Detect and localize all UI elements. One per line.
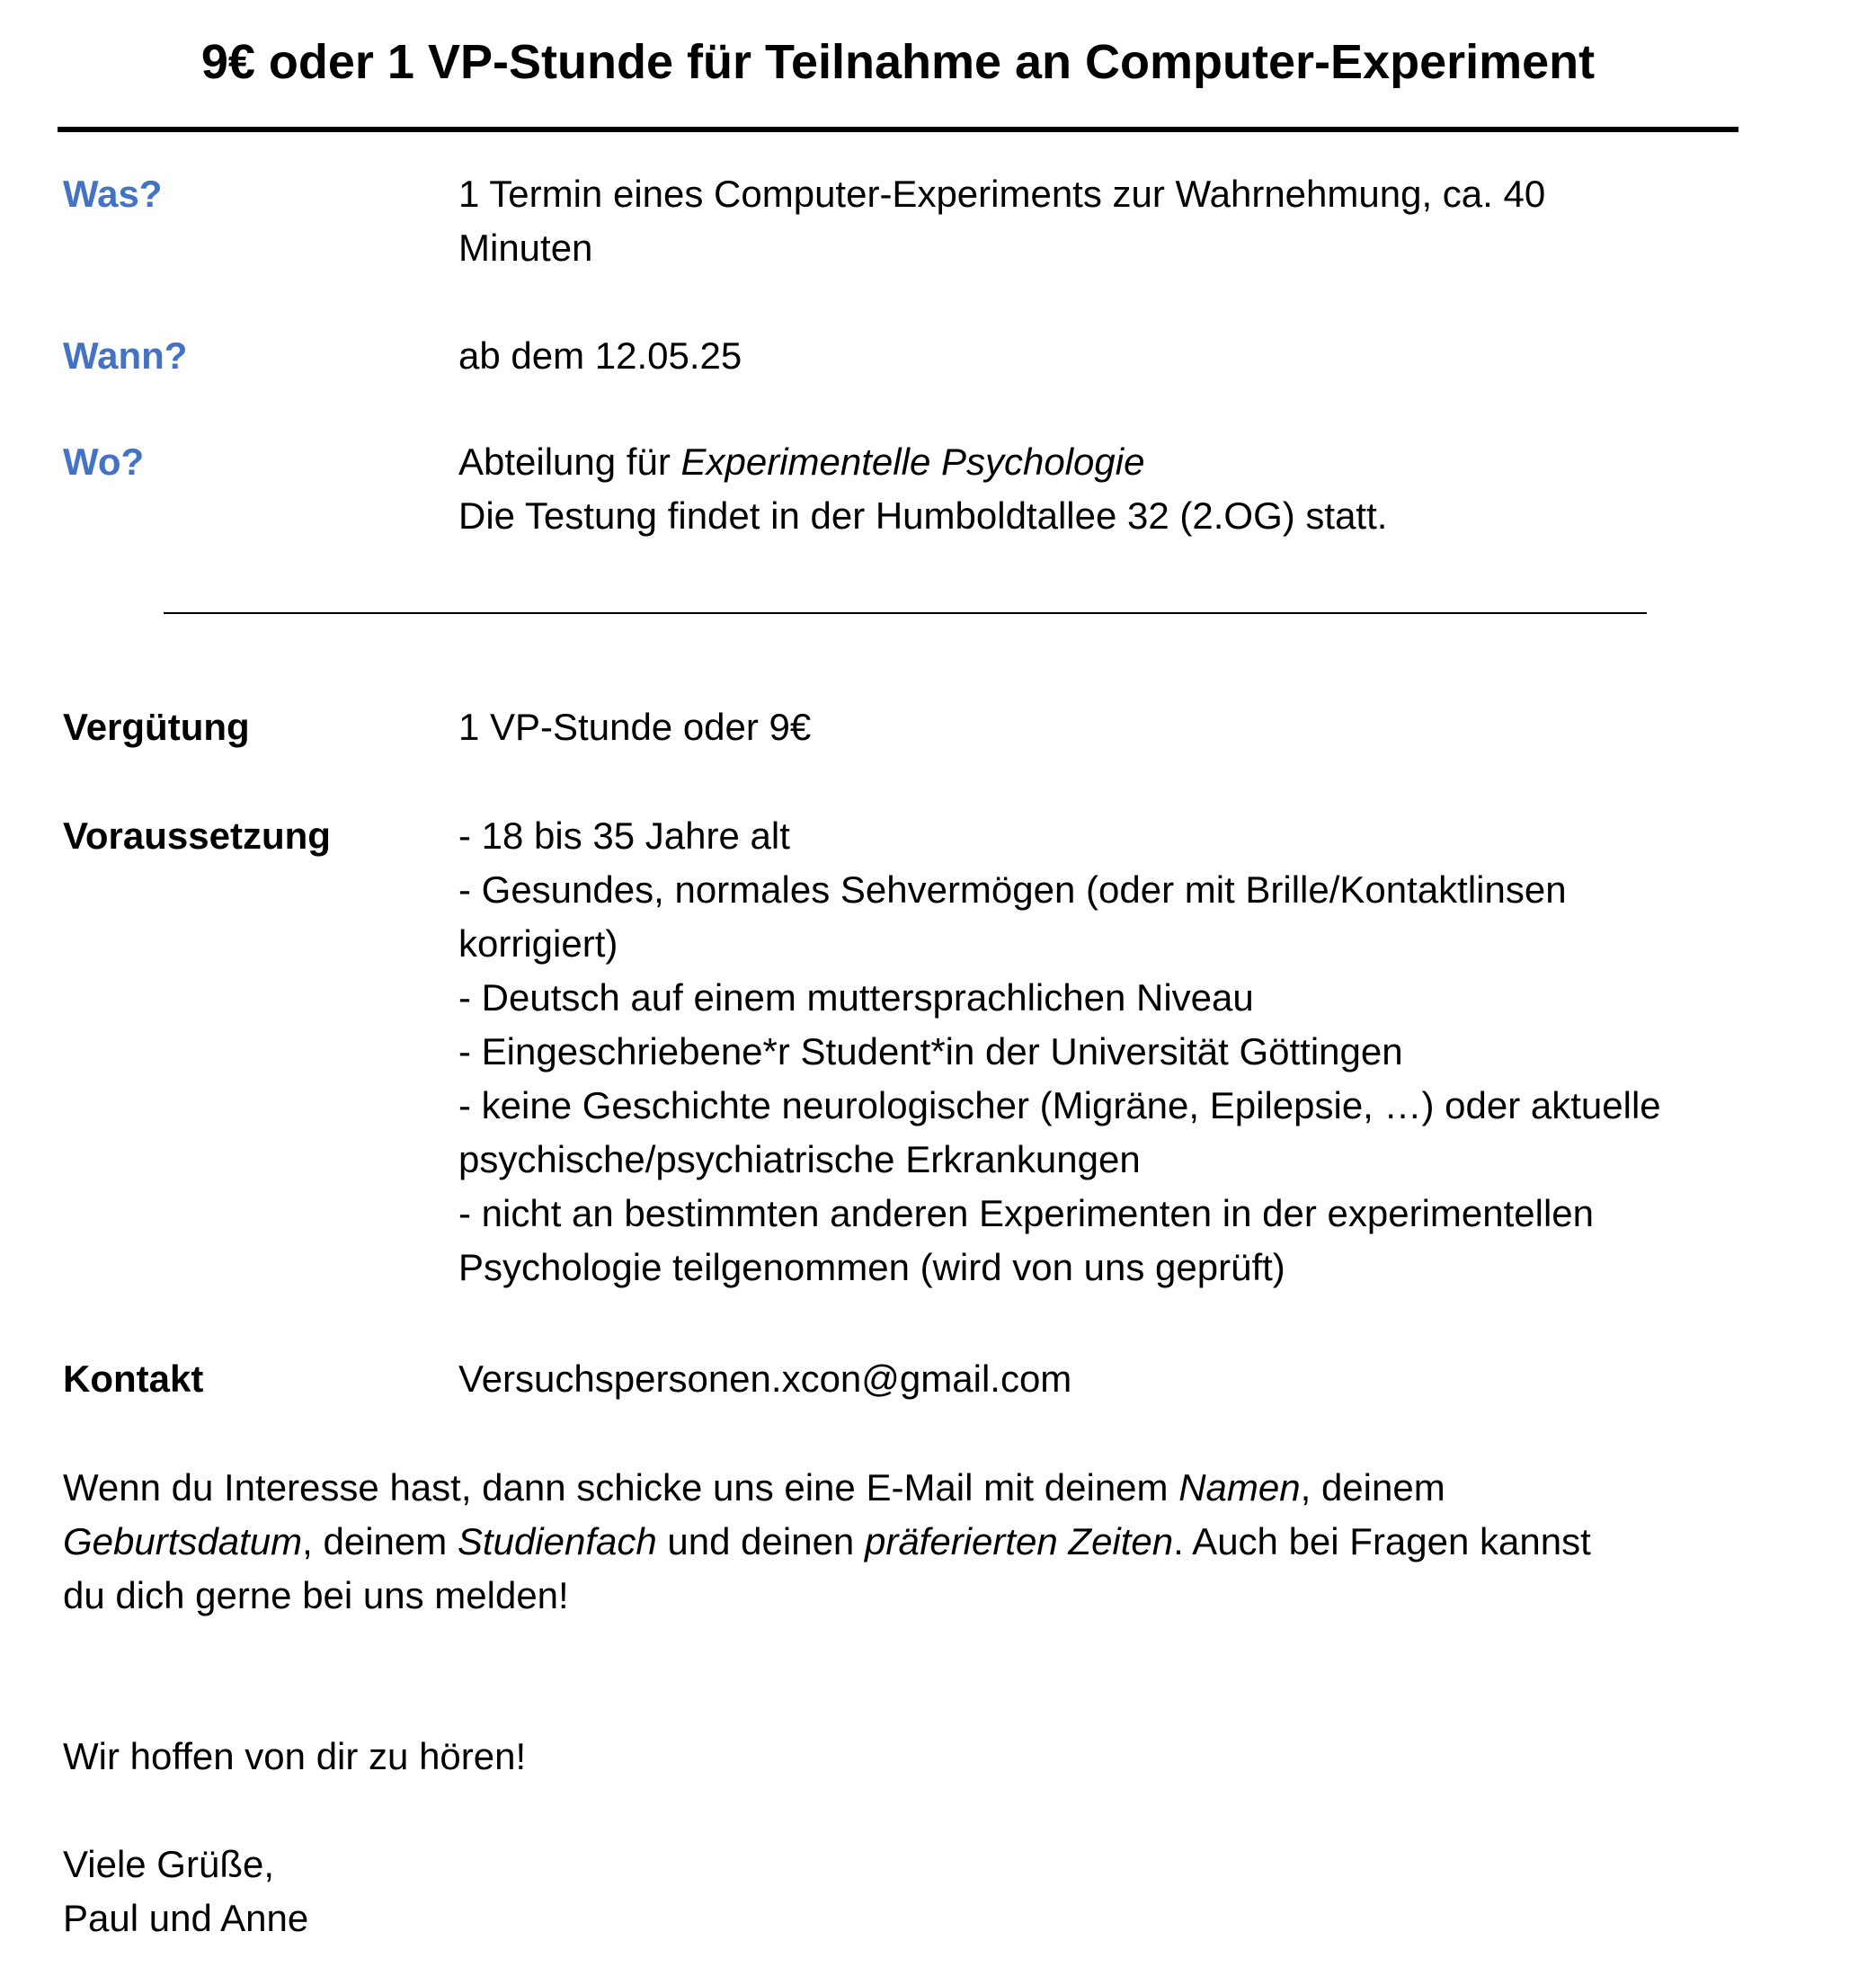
requirement-line: Psychologie teilgenommen (wird von uns geprüft) bbox=[458, 1246, 1285, 1288]
kontakt-label: Kontakt bbox=[63, 1357, 204, 1400]
wo-line-2: Die Testung findet in der Humboldtallee 32 (2.OG) statt. bbox=[458, 494, 1388, 537]
voraussetzung-label: Voraussetzung bbox=[63, 814, 331, 857]
interest-line-2 bbox=[63, 1515, 1591, 1569]
requirement-line: - 18 bis 35 Jahre alt bbox=[458, 814, 790, 857]
interest-text: . Auch bei Fragen kannst bbox=[1173, 1520, 1591, 1562]
kontakt-email: Versuchspersonen.xcon@gmail.com bbox=[458, 1357, 1072, 1400]
verguetung-value: 1 VP-Stunde oder 9€ bbox=[458, 706, 812, 748]
interest-italic: Namen bbox=[1178, 1466, 1301, 1509]
names-line: Paul und Anne bbox=[63, 1897, 309, 1939]
was-line: 1 Termin eines Computer-Experiments zur Wahrnehmung, ca. 40 bbox=[458, 173, 1546, 215]
requirement-line: - Gesundes, normales Sehvermögen (oder mit Brille/Kontaktlinsen bbox=[458, 868, 1567, 911]
voraussetzung-list bbox=[458, 809, 1661, 1295]
requirement-line: korrigiert) bbox=[458, 922, 618, 965]
interest-italic: Geburtsdatum bbox=[63, 1520, 303, 1562]
page-title: 9€ oder 1 VP-Stunde für Teilnahme an Computer-Experiment bbox=[200, 35, 1596, 89]
wo-label: Wo? bbox=[63, 441, 145, 483]
interest-text: und deinen bbox=[656, 1520, 865, 1562]
wo-prefix: Abteilung für bbox=[458, 441, 681, 483]
interest-line-3: du dich gerne bei uns melden! bbox=[63, 1574, 569, 1616]
interest-italic: präferierten Zeiten bbox=[864, 1520, 1174, 1562]
wann-value: ab dem 12.05.25 bbox=[458, 334, 742, 377]
wo-line-1 bbox=[458, 435, 1387, 489]
interest-text: , deinem bbox=[302, 1520, 458, 1562]
signature bbox=[63, 1838, 308, 1945]
requirement-line: - nicht an bestimmten anderen Experimenten in der experimentellen bbox=[458, 1192, 1595, 1234]
interest-text: Wenn du Interesse hast, dann schicke uns eine E-Mail mit deinem bbox=[63, 1466, 1179, 1509]
interest-paragraph bbox=[63, 1461, 1591, 1623]
wann-label: Wann? bbox=[63, 334, 188, 377]
closing-hope: Wir hoffen von dir zu hören! bbox=[63, 1735, 527, 1777]
was-value bbox=[458, 167, 1545, 275]
was-label: Was? bbox=[63, 173, 163, 215]
verguetung-label: Vergütung bbox=[63, 706, 250, 748]
requirement-line: - keine Geschichte neurologischer (Migräne, Epilepsie, …) oder aktuelle bbox=[458, 1084, 1661, 1126]
interest-text: , deinem bbox=[1300, 1466, 1445, 1509]
wo-value bbox=[458, 435, 1387, 543]
was-line: Minuten bbox=[458, 227, 593, 269]
requirement-line: psychische/psychiatrische Erkrankungen bbox=[458, 1138, 1141, 1180]
interest-line-1 bbox=[63, 1461, 1591, 1515]
title-divider bbox=[58, 127, 1738, 132]
greeting-line: Viele Grüße, bbox=[63, 1843, 274, 1885]
wo-department: Experimentelle Psychologie bbox=[680, 441, 1145, 483]
interest-italic: Studienfach bbox=[457, 1520, 657, 1562]
requirement-line: - Eingeschriebene*r Student*in der Universität Göttingen bbox=[458, 1030, 1403, 1073]
requirement-line: - Deutsch auf einem muttersprachlichen Niveau bbox=[458, 976, 1254, 1019]
section-divider bbox=[164, 612, 1647, 614]
